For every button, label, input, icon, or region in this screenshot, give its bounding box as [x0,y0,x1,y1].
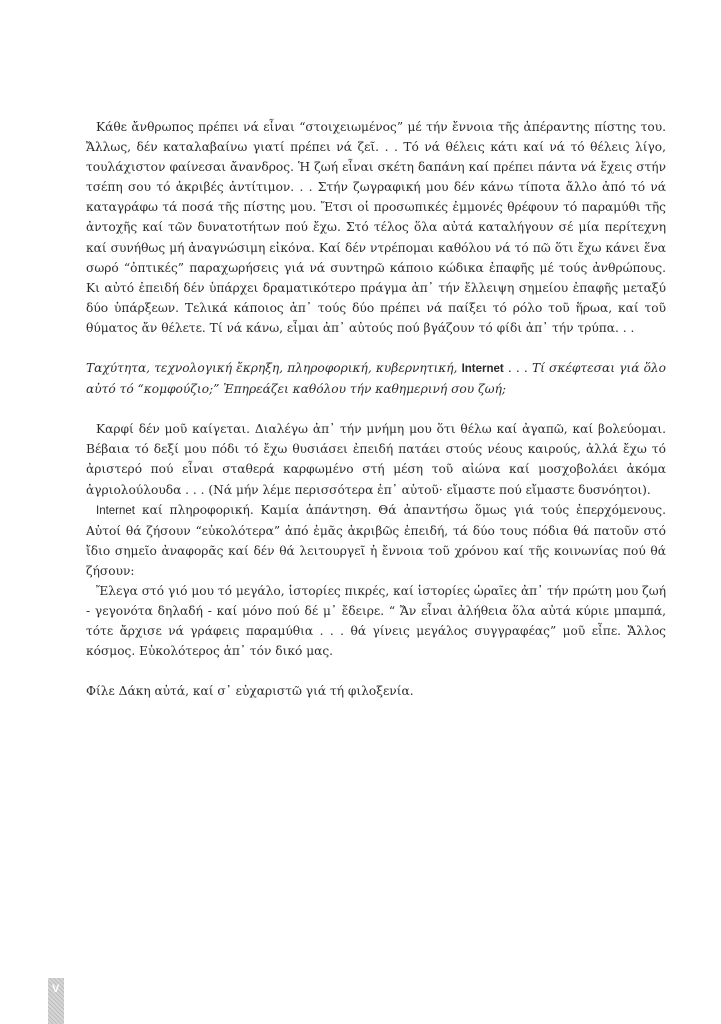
answer-latin-word: Internet [96,504,135,517]
interview-question [86,358,666,399]
question-text-end: . . . Τί σκέφτεσαι γιά ὅλο αὐτό τό “κομφούζιο;” Ἐπηρεάζει καθόλου τήν καθημερινή σου ζωή; [86,361,666,397]
answer-paragraph-1: Καρφί δέν μοῦ καίγεται. Διαλέγω ἀπ᾽ τήν μνήμη μου ὅτι θέλω καί ἀγαπῶ, καί βολεύομαι. Βέβαια τό δεξί μου πόδι τό ἔχω θυσιάσει ἐπειδή πατάει στούς νέους καιρούς, ἀλλά ἔχω τό ἀριστερό πού εἶναι σταθερά καρφωμένο στή μέση τοῦ αἰώνα καί μοσχοβολάει ἀκόμα ἀγριολούλουδα . . . (Νά μήν λέμε περισσότερα ἐπ᾽ αὐτοῦ· εἴμαστε πού εἴμαστε δυσνόητοι). [86,422,666,497]
answer-paragraph-2 [86,500,666,581]
question-latin-word: Internet [461,363,504,376]
article-body [86,117,666,701]
page-number-label: V [52,983,60,995]
question-text-start: Ταχύτητα, τεχνολογική ἔκρηξη, πληροφορική, κυβερνητική, [86,361,462,376]
closing-line: Φίλε Δάκη αὐτά, καί σ᾽ εὐχαριστῶ γιά τή φιλοξενία. [86,684,414,699]
answer-paragraph-2-text: καί πληροφορική. Καμία ἀπάντηση. Θά ἀπαντήσω ὅμως γιά τούς ἐπερχόμενους. Αὐτοί θά ζήσουν “εὐκολότερα” ἀπό ἐμᾶς ἀκριβῶς ἐπειδή, τά δύο τους πόδια θά πατοῦν στό ἴδιο σημεῖο ἀναφορᾶς καί δέν θά λειτουργεῖ ἡ ἔννοια τοῦ χρόνου καί τῆς κοινωνίας πού θά ζήσουν: [86,502,666,578]
answer-paragraph-3: Ἔλεγα στό γιό μου τό μεγάλο, ἱστορίες πικρές, καί ἱστορίες ὡραῖες ἀπ᾽ τήν πρώτη μου ζωή - γεγονότα δηλαδή - καί μόνο πού δέ μ᾽ ἔδειρε. “ Ἄν εἶναι ἀλήθεια ὅλα αὐτά κύριε μπαμπά, τότε ἄρχισε νά γράφεις παραμύθια . . . θά γίνεις μεγάλος συγγραφέας” μοῦ εἶπε. Ἄλλος κόσμος. Εὐκολότερος ἀπ᾽ τόν δικό μας. [86,583,666,659]
opening-paragraph: Κάθε ἄνθρωπος πρέπει νά εἶναι “στοιχειωμένος” μέ τήν ἔννοια τῆς ἀπέραντης πίστης του. Ἄλλως, δέν καταλαβαίνω γιατί πρέπει νά ζεῖ. . . Τό νά θέλεις κάτι καί νά τό θέλεις λίγο, τουλάχιστον φαίνεσαι ἄνανδρος. Ἡ ζωή εἶναι σκέτη δαπάνη καί πρέπει πάντα νά ἔχεις στήν τσέπη σου τό ἀκριβές ἀντίτιμον. . . Στήν ζωγραφική μου δέν κάνω τίποτα ἄλλο ἀπό τό νά καταγράφω τά ποσά τῆς πίστης μου. Ἔτσι οἱ προσωπικές ἐμμονές θρέφουν τό παραμύθι τῆς ἀντοχῆς καί τῶν δυνατοτήτων πού ἔχω. Στό τέλος ὅλα αὐτά καταλήγουν σέ μία περίτεχνη καί συνήθως μή ἀναγνώσιμη εἰκόνα. Καί δέν ντρέπομαι καθόλου νά τό πῶ ὅτι ἔχω κάνει ἕνα σωρό “ὀπτικές” παραχωρήσεις γιά νά συντηρῶ κάποιο κώδικα ἐπαφῆς μέ τούς ἀνθρώπους. Κι αὐτό ἐπειδή δέν ὑπάρχει δραματικότερο πράγμα ἀπ᾽ τήν ἔλλειψη σημείου ἐπαφῆς μεταξύ δύο ὑπάρξεων. Τελικά κάποιος ἀπ᾽ τούς δύο πρέπει νά παίξει τό ρόλο τοῦ ἥρωα, καί τοῦ θύματος ἄν θέλετε. Τί νά κάνω, εἶμαι ἀπ᾽ αὐτούς πού βγάζουν τό φίδι ἀπ᾽ τήν τρύπα. . . [86,120,666,335]
